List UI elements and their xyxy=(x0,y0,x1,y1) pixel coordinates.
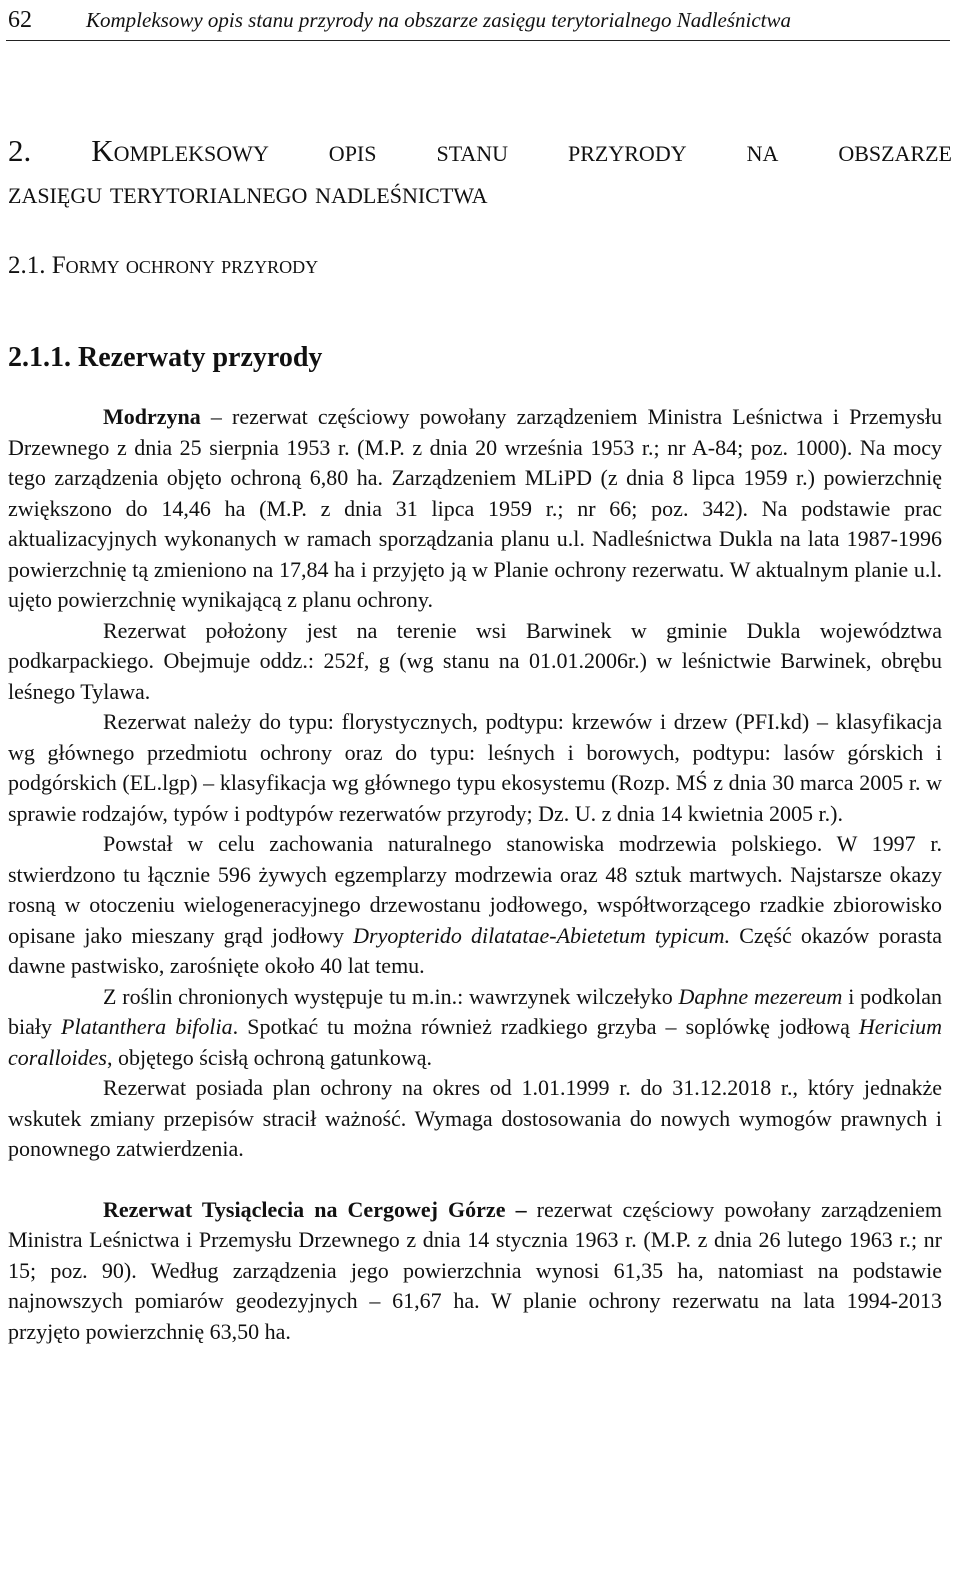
latin-name: Dryopterido dilatatae-Abietetum typicum. xyxy=(353,922,731,948)
chapter-heading xyxy=(8,130,952,214)
latin-name: Hericium coralloides xyxy=(8,1014,942,1070)
modrzyna-paragraph-4: Powstał w celu zachowania naturalnego stanowiska modrzewia polskiego. W 1997 r. stwierdzono tu łącznie 596 żywych egzemplarzy modrzewia oraz 48 sztuk martwych. Najstarsze okazy rosną w otoczeniu wielogeneracyjnego drzewostanu jodłowego, współtworzącego rzadkie zbiorowisko opisane jako mieszany grąd jodłowy Dryopterido dilatatae-Abietetum typicum. Część okazów porasta dawne pastwisko, zarośnięte około 40 lat temu. xyxy=(8,831,943,978)
reserve-name-tysiaclecia: Rezerwat Tysiąclecia na Cergowej Górze – xyxy=(103,1196,527,1222)
page-header xyxy=(6,0,950,41)
modrzyna-paragraph-6: Rezerwat posiada plan ochrony na okres od 1.01.1999 r. do 31.12.2018 r., który jednakże wskutek zmiany przepisów stracił ważność. Wymaga dostosowania do nowych wymogów prawnych i ponownego zatwierdzenia. xyxy=(8,1075,942,1161)
reserve-name-modrzyna: Modrzyna xyxy=(103,404,201,429)
latin-name: Daphne mezereum xyxy=(678,983,843,1009)
paragraph-spacer xyxy=(8,1165,942,1195)
latin-name: Platanthera bifolia xyxy=(61,1014,233,1039)
tysiaclecia-paragraph-1: Rezerwat Tysiąclecia na Cergowej Górze – rezerwat częściowy powołany zarządzeniem Ministra Leśnictwa i Przemysłu Drzewnego z dnia 14 stycznia 1963 r. (M.P. z dnia 26 lutego 1963 r.; nr 15; poz. 90). Według zarządzenia jego powierzchnia wynosi 61,35 ha, natomiast na podstawie najnowszych pomiarów geodezyjnych – 61,67 ha. W planie ochrony rezerwatu na lata 1994-2013 przyjęto powierzchnię 63,50 ha. xyxy=(8,1196,943,1344)
modrzyna-paragraph-5: Z roślin chronionych występuje tu m.in.: wawrzynek wilczełyko Daphne mezereum i podkolan biały Platanthera bifolia. Spotkać tu można również rzadkiego grzyba – soplówkę jodłową Hericium coralloides, objętego ścisłą ochroną gatunkową. xyxy=(8,983,942,1070)
modrzyna-paragraph-3: Rezerwat należy do typu: florystycznych, podtypu: krzewów i drzew (PFI.kd) – klasyfikacja wg głównego przedmiotu ochrony oraz do typu: leśnych i borowych, podtypu: lasów górskich i podgórskich (EL.lgp) – klasyfikacja wg głównego typu ekosystemu (Rozp. MŚ z dnia 30 marca 2005 r. w sprawie rodzajów, typów i podtypów rezerwatów przyrody; Dz. U. z dnia 14 kwietnia 2005 r.). xyxy=(8,709,942,826)
body-text xyxy=(8,402,942,1347)
subsection-heading: 2.1.1. Rezerwaty przyrody xyxy=(8,342,323,373)
chapter-heading-line2: zasięgu terytorialnego nadleśnictwa xyxy=(8,175,488,210)
section-heading: 2.1. Formy ochrony przyrody xyxy=(8,252,319,279)
modrzyna-paragraph-2: Rezerwat położony jest na terenie wsi Barwinek w gminie Dukla województwa podkarpackiego. Obejmuje oddz.: 252f, g (wg stanu na 01.01.2006r.) w leśnictwie Barwinek, obrębu leśnego Tylawa. xyxy=(8,617,942,704)
chapter-heading-line1: 2. Kompleksowy opis stanu przyrody na obszarze xyxy=(8,133,952,168)
modrzyna-paragraph-1: Modrzyna – rezerwat częściowy powołany zarządzeniem Ministra Leśnictwa i Przemysłu Drzewnego z dnia 25 sierpnia 1953 r. (M.P. z dnia 20 września 1953 r.; nr A-84; poz. 1000). Na mocy tego zarządzenia objęto ochroną 6,80 ha. Zarządzeniem MLiPD (z dnia 8 lipca 1959 r.) powierzchnię zwiększono do 14,46 ha (M.P. z dnia 31 lipca 1959 r.; nr 66; poz. 342). Na podstawie prac aktualizacyjnych wykonanych w ramach sporządzania planu u.l. Nadleśnictwa Dukla na lata 1987-1996 powierzchnię tą zmieniono na 17,84 ha i przyjęto ją w Planie ochrony rezerwatu. W aktualnym planie u.l. ujęto powierzchnię wynikającą z planu ochrony. xyxy=(8,404,942,612)
running-title: Kompleksowy opis stanu przyrody na obszarze zasięgu terytorialnego Nadleśnictwa xyxy=(86,7,792,32)
page-number: 62 xyxy=(8,6,32,33)
